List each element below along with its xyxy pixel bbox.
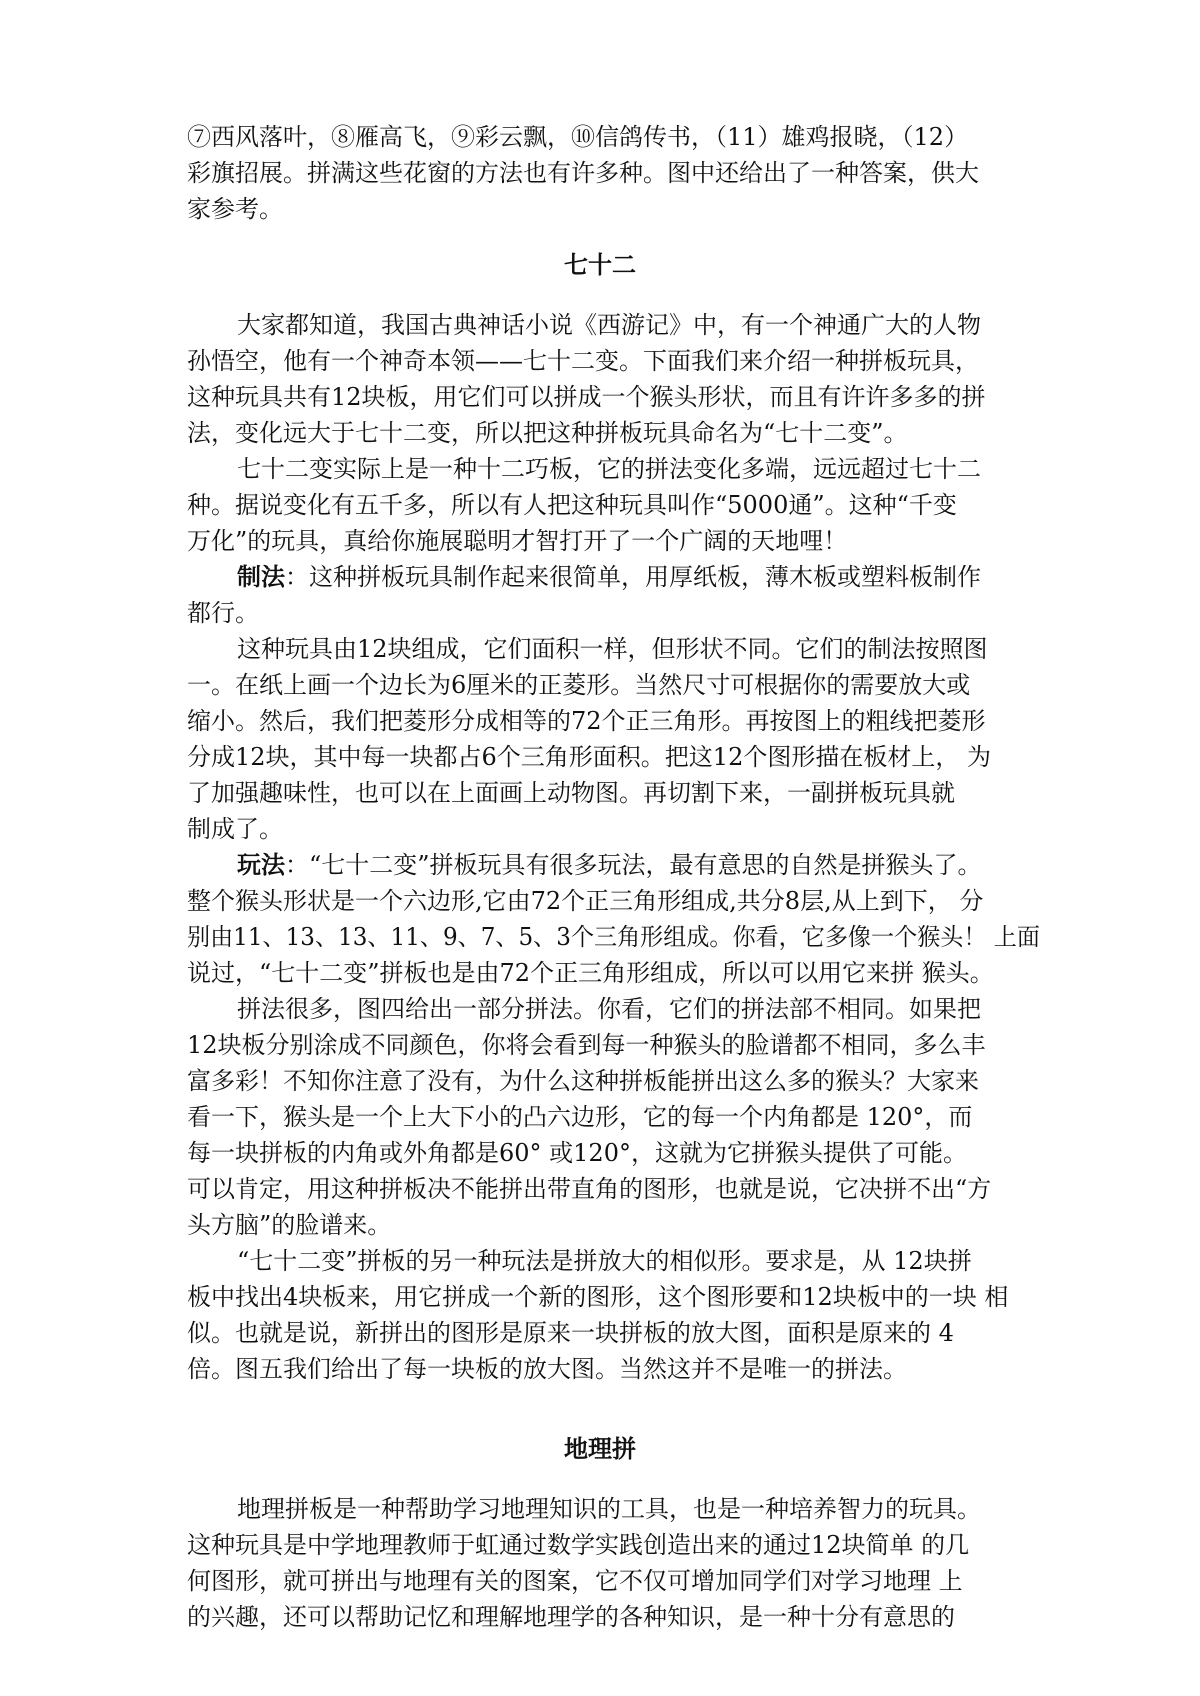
paragraph-line: 倍。图五我们给出了每一块板的放大图。当然这并不是唯一的拼法。 bbox=[187, 1355, 907, 1383]
paragraph-line: 看一下，猴头是一个上大下小的凸六边形，它的每一个内角都是 120°，而 bbox=[187, 1103, 973, 1131]
section-heading-qishier: 七十二 bbox=[564, 250, 636, 279]
paragraph-line: 了加强趣味性，也可以在上面画上动物图。再切割下来，一副拼板玩具就 bbox=[187, 779, 955, 807]
paragraph-line: 法，变化远大于七十二变，所以把这种拼板玩具命名为“七十二变”。 bbox=[187, 419, 908, 447]
paragraph-line: 可以肯定，用这种拼板决不能拼出带直角的图形，也就是说，它决拼不出“方 bbox=[187, 1175, 992, 1203]
continuation-line-3: 家参考。 bbox=[187, 195, 283, 223]
paragraph-line: 说过，“七十二变”拼板也是由72个正三角形组成，所以可以用它来拼 猴头。 bbox=[187, 959, 994, 987]
wanfa-text: ：“七十二变”拼板玩具有很多玩法，最有意思的自然是拼猴头了。 bbox=[285, 851, 982, 879]
paragraph-line: 每一块拼板的内角或外角都是60° 或120°，这就为它拼猴头提供了可能。 bbox=[187, 1139, 967, 1167]
paragraph-line: 一。在纸上画一个边长为6厘米的正菱形。当然尺寸可根据你的需要放大或 bbox=[187, 671, 971, 699]
paragraph-line: 万化”的玩具，真给你施展聪明才智打开了一个广阔的天地哩！ bbox=[187, 527, 848, 555]
continuation-line-1: ⑦西风落叶，⑧雁高飞，⑨彩云飘，⑩信鸽传书，（11）雄鸡报晓，（12） bbox=[187, 123, 969, 151]
paragraph-line: 制成了。 bbox=[187, 815, 283, 843]
paragraph-line: 都行。 bbox=[187, 599, 259, 627]
paragraph-line: 这种玩具共有12块板，用它们可以拼成一个猴头形状，而且有许许多多的拼 bbox=[187, 383, 986, 411]
wanfa-label: 玩法 bbox=[237, 850, 285, 879]
continuation-line-2: 彩旗招展。拼满这些花窗的方法也有许多种。图中还给出了一种答案，供大 bbox=[187, 159, 979, 187]
paragraph-line: 别由11、13、13、11、9、7、5、3个三角形组成。你看，它多像一个猴头！ 上面 bbox=[187, 923, 1040, 951]
paragraph-line: 似。也就是说，新拼出的图形是原来一块拼板的放大图，面积是原来的 4 bbox=[187, 1319, 954, 1347]
paragraph-line: 的兴趣，还可以帮助记忆和理解地理学的各种知识，是一种十分有意思的 bbox=[187, 1603, 955, 1631]
paragraph-line: 富多彩！不知你注意了没有，为什么这种拼板能拼出这么多的猴头？大家来 bbox=[187, 1067, 979, 1095]
paragraph-line: 12块板分别涂成不同颜色，你将会看到每一种猴头的脸谱都不相同，多么丰 bbox=[187, 1031, 986, 1059]
paragraph-line: 地理拼板是一种帮助学习地理知识的工具，也是一种培养智力的玩具。 bbox=[237, 1495, 981, 1523]
paragraph-line: 分成12块，其中每一块都占6个三角形面积。把这12个图形描在板材上， 为 bbox=[187, 743, 991, 771]
paragraph-line: 缩小。然后，我们把菱形分成相等的72个正三角形。再按图上的粗线把菱形 bbox=[187, 707, 986, 735]
zhifa-text: ：这种拼板玩具制作起来很简单，用厚纸板，薄木板或塑料板制作 bbox=[285, 563, 981, 591]
paragraph-line: 这种玩具是中学地理教师于虹通过数学实践创造出来的通过12块简单 的几 bbox=[187, 1531, 970, 1559]
paragraph-line: 整个猴头形状是一个六边形,它由72个正三角形组成,共分8层,从上到下， 分 bbox=[187, 887, 984, 915]
wanfa-line bbox=[237, 848, 982, 882]
paragraph-line: 何图形，就可拼出与地理有关的图案，它不仅可增加同学们对学习地理 上 bbox=[187, 1567, 963, 1595]
paragraph-line: “七十二变”拼板的另一种玩法是拼放大的相似形。要求是，从 12块拼 bbox=[237, 1247, 972, 1275]
paragraph-line: 大家都知道，我国古典神话小说《西游记》中，有一个神通广大的人物 bbox=[237, 311, 981, 339]
paragraph-line: 种。据说变化有五千多，所以有人把这种玩具叫作“5000通”。这种“千变 bbox=[187, 491, 957, 519]
paragraph-line: 拼法很多，图四给出一部分拼法。你看，它们的拼法部不相同。如果把 bbox=[237, 995, 981, 1023]
paragraph-line: 孙悟空，他有一个神奇本领——七十二变。下面我们来介绍一种拼板玩具， bbox=[187, 347, 979, 375]
zhifa-line bbox=[237, 560, 981, 594]
section-heading-dili: 地理拼 bbox=[564, 1434, 636, 1463]
paragraph-line: 七十二变实际上是一种十二巧板，它的拼法变化多端，远远超过七十二 bbox=[237, 455, 981, 483]
zhifa-label: 制法 bbox=[237, 562, 285, 591]
paragraph-line: 头方脑”的脸谱来。 bbox=[187, 1211, 392, 1239]
paragraph-line: 板中找出4块板来，用它拼成一个新的图形，这个图形要和12块板中的一块 相 bbox=[187, 1283, 1009, 1311]
paragraph-line: 这种玩具由12块组成，它们面积一样，但形状不同。它们的制法按照图 bbox=[237, 635, 988, 663]
